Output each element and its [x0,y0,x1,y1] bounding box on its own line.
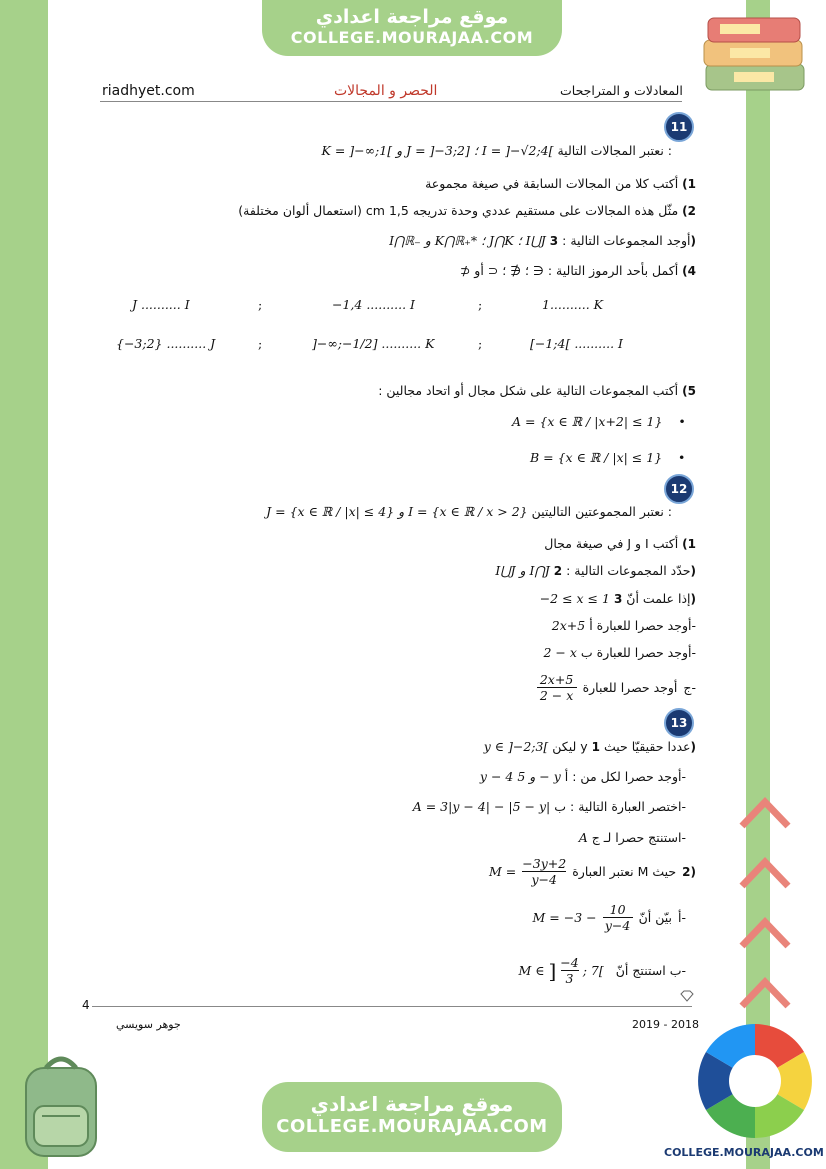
fraction-denominator: 2 − x [539,688,574,703]
separator: ; [258,297,263,312]
q-label: ب- [580,645,696,660]
q-label: ج- [591,830,686,845]
fraction [537,672,577,703]
q-math: I⋃J و I⋂J [495,563,550,578]
ex13-a2 [533,902,687,933]
ex12-b [543,645,696,660]
q-text: استنتج حصرا لـ [603,830,682,845]
section-title: المعادلات و المتراجحات [560,83,683,98]
fraction [603,902,633,933]
q-text: أكتب كلا من المجالات السابقة في صيغة مجموعة [425,176,679,191]
footer-rule [92,1006,692,1007]
q-text: أوجد المجموعات التالية : [562,233,691,248]
ex12-intro [266,504,672,519]
ex11-q4 [460,263,696,278]
site-url[interactable]: riadhyet.com [102,83,195,99]
set-b: B = {x ∈ ℝ / |x| ≤ 1} • [530,450,686,465]
q-text: أكمل بأحد الرموز التالية : ∈ ؛ ∉ ؛ ⊂ أو ⊄ [459,263,679,278]
q-label: ج- [683,680,696,695]
separator: ; [478,336,483,351]
q-label: ب- [669,963,686,978]
q-text: أوجد حصرا للعبارة [582,680,678,695]
q-math: 2x+5 [551,618,586,633]
q-text: أوجد حصرا لكل من : [572,769,682,784]
bottom-banner[interactable] [262,1082,562,1152]
fill-cell: −1,4 .......... I [332,297,415,312]
q-number: 1) [682,177,696,191]
q-label: أ- [678,910,686,925]
fraction-numerator: 10 [609,902,626,917]
q-math: −2 ≤ x ≤ 1 [539,591,610,606]
ex11-q1 [425,176,696,191]
q-math: I⋂ℝ₋ و K⋂ℝ₊* ؛ J⋂K ؛ I⋃J [389,233,546,248]
ex11-q2 [238,203,696,218]
separator: ; [478,297,483,312]
q-text: استنتج أنّ [615,963,666,978]
page-number: 4 [82,998,90,1012]
q-math: ; 7[ [582,963,604,978]
fraction-numerator: −4 [560,955,579,970]
ex11-intro-text: نعتبر المجالات التالية : [557,143,672,158]
ex12-q3 [540,591,696,606]
q-label: أ- [564,769,686,784]
bottom-banner-url: COLLEGE.MOURAJAA.COM [276,1116,548,1137]
ex13-q2 [489,856,696,887]
ex12-sets: J = {x ∈ ℝ / |x| ≤ 4} و I = {x ∈ ℝ / x > 2} [266,504,528,519]
ex11-q3 [389,233,696,248]
fraction [522,856,566,887]
q-number: 2) [553,564,696,578]
fraction-denominator: y−4 [604,918,631,933]
q-number: 2) [682,864,696,879]
books-icon [700,10,810,102]
q-text: حدّد المجموعات التالية : [566,563,691,578]
q-text: إذا علمت أنّ [626,591,691,606]
ex13-q1 [484,739,696,754]
q-number: 1) [682,537,696,551]
q-number: 5) [682,384,696,398]
ex13-b [413,799,686,814]
fill-cell: 1.......... K [542,297,603,312]
ex11-q5 [378,383,696,398]
chevron-up-icon [738,912,792,966]
ex12-intro-text: نعتبر المجموعتين التاليتين : [531,504,672,519]
fraction-numerator: −3y+2 [522,856,567,871]
set-a-text: A = {x ∈ ℝ / |x+2| ≤ 1} [512,414,663,429]
q-math: y − 4 و 5 − y [479,769,561,784]
subjects-wheel-icon [696,1022,814,1140]
q-text: أوجد حصرا للعبارة [596,618,692,633]
bottom-banner-arabic: موقع مراجعة اعدادي [310,1092,514,1116]
diamond-icon [680,990,694,1002]
fill-cell: {−3;2} .......... J [116,336,216,351]
fraction [560,955,578,986]
school-year: 2019 - 2018 [632,1018,699,1031]
q-number: 3) [549,234,696,248]
q-number: 1) [591,740,696,754]
top-banner-arabic: موقع مراجعة اعدادي [315,6,509,28]
q-text: أوجد حصرا للعبارة [596,645,692,660]
top-banner[interactable] [262,0,562,56]
ex12-c [537,672,696,703]
q-text: أكتب I و J في صيغة مجال [544,536,679,551]
q-math: M ∈ [518,963,545,978]
set-a: A = {x ∈ ℝ / |x+2| ≤ 1} • [512,414,686,429]
q-number: 2) [682,204,696,218]
q-number: 3) [613,592,696,606]
exercise-number-badge: 12 [664,474,694,504]
chevron-up-icon [738,852,792,906]
exercise-number-badge: 13 [664,708,694,738]
ex13-c [579,830,686,845]
q-text: مثّل هذه المجالات على مستقيم عددي وحدة تدريجه 1,5 cm (استعمال ألوان مختلفة) [238,203,679,218]
ex13-b2 [518,955,686,986]
bracket: ] [548,958,557,983]
top-banner-url: COLLEGE.MOURAJAA.COM [290,28,534,47]
chevron-up-icon [738,792,792,846]
fill-cell: ]−∞;−1/2] .......... K [312,336,435,351]
q-label: أ- [589,618,696,633]
q-math: M = [488,864,517,879]
q-number: 4) [682,264,696,278]
chevron-up-icon [738,972,792,1026]
ex12-a [552,618,696,633]
header-rule [100,101,682,102]
left-green-bar [0,0,48,1169]
chapter-title: الحصر و المجالات [334,83,438,99]
author: جوهر سويسي [116,1018,181,1031]
q-math: A [578,830,588,845]
fraction-denominator: y−4 [531,872,557,887]
ex11-intervals: K = ]−∞;1[ و J = ]−3;2] ؛ I = ]−√2;4[ [321,143,554,158]
fill-cell: [−1;4[ .......... I [530,336,623,351]
ex13-a [480,769,686,784]
q-math: A = 3|y − 4| − |5 − y| [412,799,551,814]
ex11-intro [322,143,672,158]
q-text: بيّن أنّ [638,910,672,925]
backpack-icon [12,1050,112,1160]
set-b-text: B = {x ∈ ℝ / |x| ≤ 1} [530,450,663,465]
fraction-denominator: 3 [565,971,574,986]
q-text: أكتب المجموعات التالية على شكل مجال أو اتحاد مجالين : [378,383,679,398]
ex12-q2 [495,563,696,578]
q-text: نعتبر العبارة M حيث [572,864,677,879]
fraction-numerator: 2x+5 [539,672,574,687]
ex12-q1 [544,536,696,551]
q-math: y ∈ ]−2;3[ [483,739,549,754]
q-label: ب- [554,799,686,814]
brand-footer[interactable]: COLLEGE.MOURAJAA.COM [664,1146,824,1159]
q-text: اختصر العبارة التالية : [570,799,682,814]
q-math: 2 − x [543,645,577,660]
q-text: ليكن y عددا حقيقيّا حيث [552,739,691,754]
fill-cell: J .......... I [132,297,190,312]
exercise-number-badge: 11 [664,112,694,142]
q-math: M = −3 − [532,910,597,925]
separator: ; [258,336,263,351]
